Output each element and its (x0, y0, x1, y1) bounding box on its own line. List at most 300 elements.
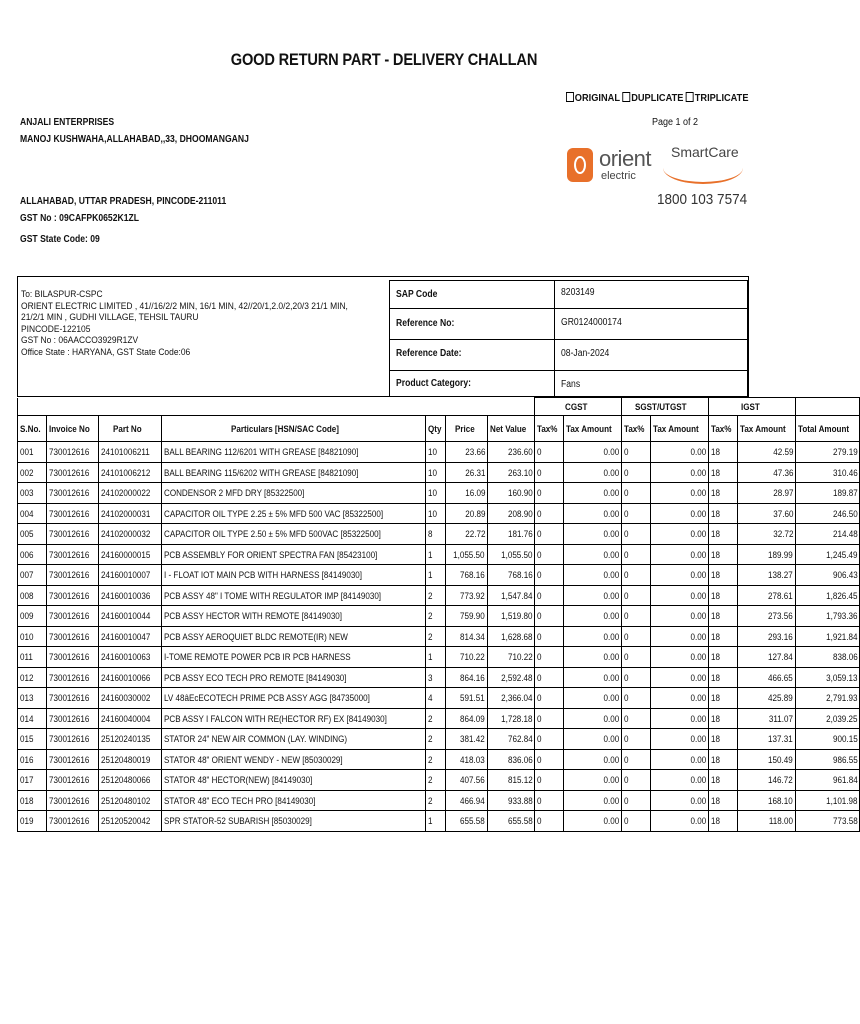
cell-total-amount: 246.50 (795, 503, 859, 524)
cell-total-amount: 2,039.25 (795, 708, 859, 729)
triplicate-checkbox[interactable] (686, 92, 694, 102)
cell-igst-amount: 278.61 (737, 585, 795, 606)
cell-cgst-amount: 0.00 (564, 626, 622, 647)
cell-part-no: 24102000022 (99, 483, 161, 504)
cell-sgst-rate: 0 (622, 483, 651, 504)
cell-part-no: 24160010036 (99, 585, 161, 606)
cell-total-amount: 279.19 (795, 442, 859, 463)
table-row (18, 606, 860, 627)
cell-sgst-amount: 0.00 (650, 442, 708, 463)
cell-net-value: 181.76 (487, 524, 534, 545)
cell-sgst-rate: 0 (622, 462, 651, 483)
cell-total-amount: 189.87 (795, 483, 859, 504)
cell-igst-rate: 18 (709, 462, 738, 483)
page-number: Page 1 of 2 (652, 117, 699, 128)
smartcare-label: SmartCare (671, 144, 739, 160)
cell-cgst-rate: 0 (535, 544, 564, 565)
cell-sgst-rate: 0 (622, 688, 651, 709)
cell-cgst-rate: 0 (535, 585, 564, 606)
cell-igst-rate: 18 (709, 770, 738, 791)
brand-name: orient (599, 146, 652, 171)
cell-sno: 010 (18, 626, 47, 647)
cell-part-no: 24160010066 (99, 667, 161, 688)
cell-igst-amount: 273.56 (737, 606, 795, 627)
cell-cgst-rate: 0 (535, 626, 564, 647)
cell-igst-amount: 118.00 (737, 811, 795, 832)
cell-sno: 001 (18, 442, 47, 463)
cell-cgst-amount: 0.00 (564, 790, 622, 811)
cell-invoice-no: 730012616 (46, 667, 98, 688)
cell-net-value: 1,519.80 (487, 606, 534, 627)
cell-sno: 005 (18, 524, 47, 545)
cell-cgst-rate: 0 (535, 790, 564, 811)
cell-cgst-amount: 0.00 (564, 606, 622, 627)
cell-igst-rate: 18 (709, 483, 738, 504)
cell-qty: 1 (425, 565, 446, 586)
reference-no-label: Reference No: (396, 318, 455, 329)
cell-igst-rate: 18 (709, 524, 738, 545)
cell-sgst-amount: 0.00 (650, 565, 708, 586)
cell-cgst-rate: 0 (535, 565, 564, 586)
cell-total-amount: 1,245.49 (795, 544, 859, 565)
cell-particulars: PCB ASSY 48" I TOME WITH REGULATOR IMP [84149030] (161, 585, 425, 606)
cell-net-value: 1,728.18 (487, 708, 534, 729)
cell-net-value: 836.06 (487, 749, 534, 770)
cell-igst-amount: 168.10 (737, 790, 795, 811)
cell-qty: 10 (425, 442, 446, 463)
cell-cgst-amount: 0.00 (564, 647, 622, 668)
cell-price: 22.72 (446, 524, 488, 545)
cell-igst-rate: 18 (709, 503, 738, 524)
igst-header: IGST (709, 398, 796, 416)
cell-total-amount: 1,101.98 (795, 790, 859, 811)
cell-particulars: STATOR 48" ECO TECH PRO [84149030] (161, 790, 425, 811)
cell-part-no: 24102000032 (99, 524, 161, 545)
cell-igst-rate: 18 (709, 647, 738, 668)
sgst-header: SGST/UTGST (622, 398, 709, 416)
cell-sgst-amount: 0.00 (650, 770, 708, 791)
cell-igst-amount: 137.31 (737, 729, 795, 750)
col-part: Part No (99, 416, 161, 442)
cell-qty: 2 (425, 585, 446, 606)
cell-invoice-no: 730012616 (46, 708, 98, 729)
column-header-row (18, 416, 860, 442)
helpline-number: 1800 103 7574 (657, 191, 748, 208)
cell-sgst-amount: 0.00 (650, 749, 708, 770)
sap-code-label: SAP Code (396, 289, 438, 300)
cell-particulars: BALL BEARING 115/6202 WITH GREASE [84821090] (161, 462, 425, 483)
table-row (18, 565, 860, 586)
cell-net-value: 236.60 (487, 442, 534, 463)
cell-sgst-rate: 0 (622, 565, 651, 586)
cell-cgst-rate: 0 (535, 503, 564, 524)
cell-cgst-rate: 0 (535, 524, 564, 545)
table-row (18, 647, 860, 668)
cell-net-value: 2,366.04 (487, 688, 534, 709)
cell-sno: 018 (18, 790, 47, 811)
orient-logo-mark (567, 148, 593, 182)
cell-invoice-no: 730012616 (46, 565, 98, 586)
cell-invoice-no: 730012616 (46, 606, 98, 627)
cell-part-no: 24101006212 (99, 462, 161, 483)
cell-cgst-amount: 0.00 (564, 667, 622, 688)
cell-sno: 017 (18, 770, 47, 791)
table-row (18, 585, 860, 606)
cell-price: 710.22 (446, 647, 488, 668)
original-checkbox[interactable] (566, 92, 574, 102)
cell-price: 1,055.50 (446, 544, 488, 565)
product-category-label: Product Category: (396, 378, 472, 389)
cell-sgst-amount: 0.00 (650, 544, 708, 565)
cell-qty: 8 (425, 524, 446, 545)
cell-sno: 014 (18, 708, 47, 729)
cell-sgst-amount: 0.00 (650, 483, 708, 504)
cell-qty: 2 (425, 606, 446, 627)
cell-invoice-no: 730012616 (46, 811, 98, 832)
cell-sgst-rate: 0 (622, 729, 651, 750)
cell-sno: 013 (18, 688, 47, 709)
col-sgst-rate: Tax% (622, 416, 651, 442)
cell-part-no: 24160010063 (99, 647, 161, 668)
duplicate-checkbox[interactable] (622, 92, 630, 102)
cell-particulars: CAPACITOR OIL TYPE 2.25 ± 5% MFD 500 VAC [85322500] (161, 503, 425, 524)
cell-particulars: I-TOME REMOTE POWER PCB IR PCB HARNESS (161, 647, 425, 668)
cell-igst-amount: 47.36 (737, 462, 795, 483)
cell-invoice-no: 730012616 (46, 442, 98, 463)
cell-igst-amount: 425.89 (737, 688, 795, 709)
cell-cgst-rate: 0 (535, 647, 564, 668)
col-particulars: Particulars [HSN/SAC Code] (161, 416, 425, 442)
cell-part-no: 24160010047 (99, 626, 161, 647)
cell-cgst-amount: 0.00 (564, 729, 622, 750)
cell-sgst-amount: 0.00 (650, 811, 708, 832)
table-row (18, 811, 860, 832)
cell-cgst-rate: 0 (535, 729, 564, 750)
copy-type-options (566, 92, 748, 104)
cell-part-no: 24101006211 (99, 442, 161, 463)
cell-price: 23.66 (446, 442, 488, 463)
sender-address-line2: ALLAHABAD, UTTAR PRADESH, PINCODE-211011 (20, 196, 227, 207)
cell-igst-rate: 18 (709, 729, 738, 750)
cell-invoice-no: 730012616 (46, 688, 98, 709)
recipient-line: ORIENT ELECTRIC LIMITED , 41//16/2/2 MIN, 16/1 MIN, 42//20/1,2.0/2,20/3 21/1 MIN, (21, 300, 348, 312)
cell-cgst-amount: 0.00 (564, 708, 622, 729)
recipient-line: Office State : HARYANA, GST State Code:06 (21, 346, 191, 358)
cell-sgst-amount: 0.00 (650, 462, 708, 483)
cell-igst-rate: 18 (709, 442, 738, 463)
cell-net-value: 768.16 (487, 565, 534, 586)
cell-price: 20.89 (446, 503, 488, 524)
cell-sno: 012 (18, 667, 47, 688)
cell-sgst-amount: 0.00 (650, 790, 708, 811)
cell-total-amount: 1,793.36 (795, 606, 859, 627)
cell-cgst-rate: 0 (535, 770, 564, 791)
cell-invoice-no: 730012616 (46, 729, 98, 750)
brand-subtitle: electric (601, 170, 636, 182)
original-label: ORIGINAL (574, 92, 620, 104)
cell-igst-rate: 18 (709, 708, 738, 729)
cell-part-no: 25120480066 (99, 770, 161, 791)
col-net-value: Net Value (487, 416, 534, 442)
col-price: Price (446, 416, 488, 442)
reference-date-value: 08-Jan-2024 (561, 348, 610, 359)
cell-qty: 2 (425, 626, 446, 647)
cell-total-amount: 1,826.45 (795, 585, 859, 606)
cell-qty: 1 (425, 647, 446, 668)
cell-sgst-amount: 0.00 (650, 688, 708, 709)
cell-invoice-no: 730012616 (46, 524, 98, 545)
cell-qty: 2 (425, 790, 446, 811)
cell-total-amount: 773.58 (795, 811, 859, 832)
cell-cgst-rate: 0 (535, 667, 564, 688)
cell-qty: 2 (425, 770, 446, 791)
cell-invoice-no: 730012616 (46, 749, 98, 770)
cell-cgst-rate: 0 (535, 811, 564, 832)
cell-cgst-amount: 0.00 (564, 688, 622, 709)
cell-sgst-rate: 0 (622, 647, 651, 668)
cell-total-amount: 838.06 (795, 647, 859, 668)
cell-total-amount: 2,791.93 (795, 688, 859, 709)
table-row (18, 626, 860, 647)
cell-cgst-amount: 0.00 (564, 442, 622, 463)
cell-igst-amount: 28.97 (737, 483, 795, 504)
cell-sgst-rate: 0 (622, 708, 651, 729)
reference-info-box (389, 280, 748, 397)
cell-total-amount: 214.48 (795, 524, 859, 545)
cell-igst-rate: 18 (709, 688, 738, 709)
cell-cgst-rate: 0 (535, 483, 564, 504)
sender-gst: GST No : 09CAFPK0652K1ZL (20, 213, 140, 224)
cell-sgst-amount: 0.00 (650, 524, 708, 545)
table-row (18, 688, 860, 709)
product-category-value: Fans (561, 379, 581, 390)
cell-cgst-amount: 0.00 (564, 544, 622, 565)
cell-sno: 002 (18, 462, 47, 483)
cell-sno: 003 (18, 483, 47, 504)
cell-qty: 2 (425, 708, 446, 729)
cell-price: 773.92 (446, 585, 488, 606)
cell-particulars: CONDENSOR 2 MFD DRY [85322500] (161, 483, 425, 504)
cell-invoice-no: 730012616 (46, 483, 98, 504)
cell-price: 759.90 (446, 606, 488, 627)
cell-part-no: 25120480102 (99, 790, 161, 811)
cell-sgst-rate: 0 (622, 585, 651, 606)
triplicate-label: TRIPLICATE (694, 92, 749, 104)
cell-particulars: PCB ASSY HECTOR WITH REMOTE [84149030] (161, 606, 425, 627)
cell-igst-amount: 32.72 (737, 524, 795, 545)
cell-net-value: 1,628.68 (487, 626, 534, 647)
sap-code-value: 8203149 (561, 287, 595, 298)
cell-sgst-rate: 0 (622, 811, 651, 832)
cell-cgst-amount: 0.00 (564, 524, 622, 545)
cell-sno: 007 (18, 565, 47, 586)
col-qty: Qty (425, 416, 446, 442)
cell-qty: 10 (425, 503, 446, 524)
col-cgst-amount: Tax Amount (564, 416, 622, 442)
cell-part-no: 24160010007 (99, 565, 161, 586)
sender-gst-state: GST State Code: 09 (20, 234, 100, 245)
cell-sgst-rate: 0 (622, 626, 651, 647)
table-row (18, 790, 860, 811)
cell-cgst-rate: 0 (535, 442, 564, 463)
cell-particulars: LV 48âEcECOTECH PRIME PCB ASSY AGG [84735000] (161, 688, 425, 709)
cell-invoice-no: 730012616 (46, 544, 98, 565)
recipient-address (21, 289, 348, 358)
cell-igst-rate: 18 (709, 667, 738, 688)
table-row (18, 708, 860, 729)
duplicate-label: DUPLICATE (631, 92, 684, 104)
cell-price: 418.03 (446, 749, 488, 770)
orient-smartcare-logo (563, 140, 753, 216)
cell-sgst-amount: 0.00 (650, 708, 708, 729)
cell-cgst-rate: 0 (535, 708, 564, 729)
cell-igst-amount: 466.65 (737, 667, 795, 688)
reference-date-label: Reference Date: (396, 348, 462, 359)
cell-cgst-amount: 0.00 (564, 749, 622, 770)
cell-invoice-no: 730012616 (46, 770, 98, 791)
group-header-row (18, 398, 860, 416)
cell-sgst-rate: 0 (622, 770, 651, 791)
cell-cgst-rate: 0 (535, 688, 564, 709)
cell-sgst-amount: 0.00 (650, 585, 708, 606)
cell-net-value: 815.12 (487, 770, 534, 791)
cell-qty: 1 (425, 811, 446, 832)
cell-sgst-amount: 0.00 (650, 667, 708, 688)
cell-igst-amount: 146.72 (737, 770, 795, 791)
cell-cgst-amount: 0.00 (564, 811, 622, 832)
cell-cgst-amount: 0.00 (564, 585, 622, 606)
recipient-line: 21/2/1 MIN , GUDHI VILLAGE, TEHSIL TAURU (21, 312, 199, 323)
col-sno: S.No. (18, 416, 47, 442)
cell-qty: 2 (425, 729, 446, 750)
cell-particulars: PCB ASSY I FALCON WITH RE(HECTOR RF) EX [84149030] (161, 708, 425, 729)
cell-igst-amount: 138.27 (737, 565, 795, 586)
cgst-header: CGST (535, 398, 622, 416)
items-table (17, 397, 860, 832)
table-row (18, 770, 860, 791)
cell-cgst-amount: 0.00 (564, 770, 622, 791)
cell-particulars: I - FLOAT IOT MAIN PCB WITH HARNESS [84149030] (161, 565, 425, 586)
cell-particulars: STATOR 48" ORIENT WENDY - NEW [85030029] (161, 749, 425, 770)
table-row (18, 729, 860, 750)
cell-total-amount: 310.46 (795, 462, 859, 483)
cell-part-no: 24160030002 (99, 688, 161, 709)
cell-particulars: SPR STATOR-52 SUBARISH [85030029] (161, 811, 425, 832)
cell-net-value: 263.10 (487, 462, 534, 483)
cell-price: 768.16 (446, 565, 488, 586)
cell-invoice-no: 730012616 (46, 790, 98, 811)
cell-igst-amount: 127.84 (737, 647, 795, 668)
cell-sgst-rate: 0 (622, 790, 651, 811)
cell-price: 407.56 (446, 770, 488, 791)
cell-part-no: 24102000031 (99, 503, 161, 524)
cell-particulars: PCB ASSY AEROQUIET BLDC REMOTE(IR) NEW (161, 626, 425, 647)
table-row (18, 667, 860, 688)
cell-qty: 1 (425, 544, 446, 565)
cell-sno: 019 (18, 811, 47, 832)
recipient-line: To: BILASPUR-CSPC (21, 289, 103, 300)
cell-price: 26.31 (446, 462, 488, 483)
cell-igst-rate: 18 (709, 544, 738, 565)
cell-net-value: 208.90 (487, 503, 534, 524)
cell-part-no: 24160000015 (99, 544, 161, 565)
cell-sno: 016 (18, 749, 47, 770)
cell-part-no: 25120520042 (99, 811, 161, 832)
cell-total-amount: 906.43 (795, 565, 859, 586)
col-igst-rate: Tax% (709, 416, 738, 442)
cell-cgst-rate: 0 (535, 606, 564, 627)
cell-total-amount: 900.15 (795, 729, 859, 750)
cell-igst-rate: 18 (709, 749, 738, 770)
cell-sgst-amount: 0.00 (650, 503, 708, 524)
cell-particulars: CAPACITOR OIL TYPE 2.50 ± 5% MFD 500VAC [85322500] (161, 524, 425, 545)
cell-sgst-rate: 0 (622, 749, 651, 770)
cell-price: 655.58 (446, 811, 488, 832)
table-row (18, 442, 860, 463)
cell-price: 864.16 (446, 667, 488, 688)
cell-igst-amount: 37.60 (737, 503, 795, 524)
cell-price: 381.42 (446, 729, 488, 750)
cell-qty: 10 (425, 483, 446, 504)
cell-particulars: BALL BEARING 112/6201 WITH GREASE [84821090] (161, 442, 425, 463)
cell-igst-rate: 18 (709, 626, 738, 647)
table-row (18, 524, 860, 545)
cell-net-value: 710.22 (487, 647, 534, 668)
cell-igst-rate: 18 (709, 790, 738, 811)
cell-sno: 008 (18, 585, 47, 606)
cell-sgst-rate: 0 (622, 524, 651, 545)
cell-invoice-no: 730012616 (46, 626, 98, 647)
cell-invoice-no: 730012616 (46, 462, 98, 483)
cell-net-value: 1,055.50 (487, 544, 534, 565)
reference-no-value: GR0124000174 (561, 317, 622, 328)
cell-igst-rate: 18 (709, 811, 738, 832)
table-row (18, 503, 860, 524)
col-cgst-rate: Tax% (535, 416, 564, 442)
cell-total-amount: 986.55 (795, 749, 859, 770)
cell-sno: 004 (18, 503, 47, 524)
cell-net-value: 655.58 (487, 811, 534, 832)
cell-part-no: 25120240135 (99, 729, 161, 750)
cell-igst-amount: 189.99 (737, 544, 795, 565)
cell-sno: 006 (18, 544, 47, 565)
cell-cgst-amount: 0.00 (564, 462, 622, 483)
cell-igst-rate: 18 (709, 585, 738, 606)
cell-igst-amount: 311.07 (737, 708, 795, 729)
cell-qty: 10 (425, 462, 446, 483)
cell-price: 864.09 (446, 708, 488, 729)
cell-igst-amount: 150.49 (737, 749, 795, 770)
cell-particulars: PCB ASSY ECO TECH PRO REMOTE [84149030] (161, 667, 425, 688)
page-title: GOOD RETURN PART - DELIVERY CHALLAN (230, 50, 538, 69)
cell-igst-amount: 293.16 (737, 626, 795, 647)
cell-qty: 2 (425, 749, 446, 770)
cell-total-amount: 3,059.13 (795, 667, 859, 688)
cell-sgst-rate: 0 (622, 544, 651, 565)
cell-sgst-rate: 0 (622, 503, 651, 524)
cell-total-amount: 1,921.84 (795, 626, 859, 647)
cell-cgst-rate: 0 (535, 749, 564, 770)
cell-total-amount: 961.84 (795, 770, 859, 791)
cell-sgst-rate: 0 (622, 667, 651, 688)
cell-part-no: 25120480019 (99, 749, 161, 770)
cell-price: 466.94 (446, 790, 488, 811)
table-row (18, 483, 860, 504)
table-row (18, 462, 860, 483)
recipient-line: PINCODE-122105 (21, 323, 91, 335)
cell-part-no: 24160040004 (99, 708, 161, 729)
cell-cgst-amount: 0.00 (564, 503, 622, 524)
